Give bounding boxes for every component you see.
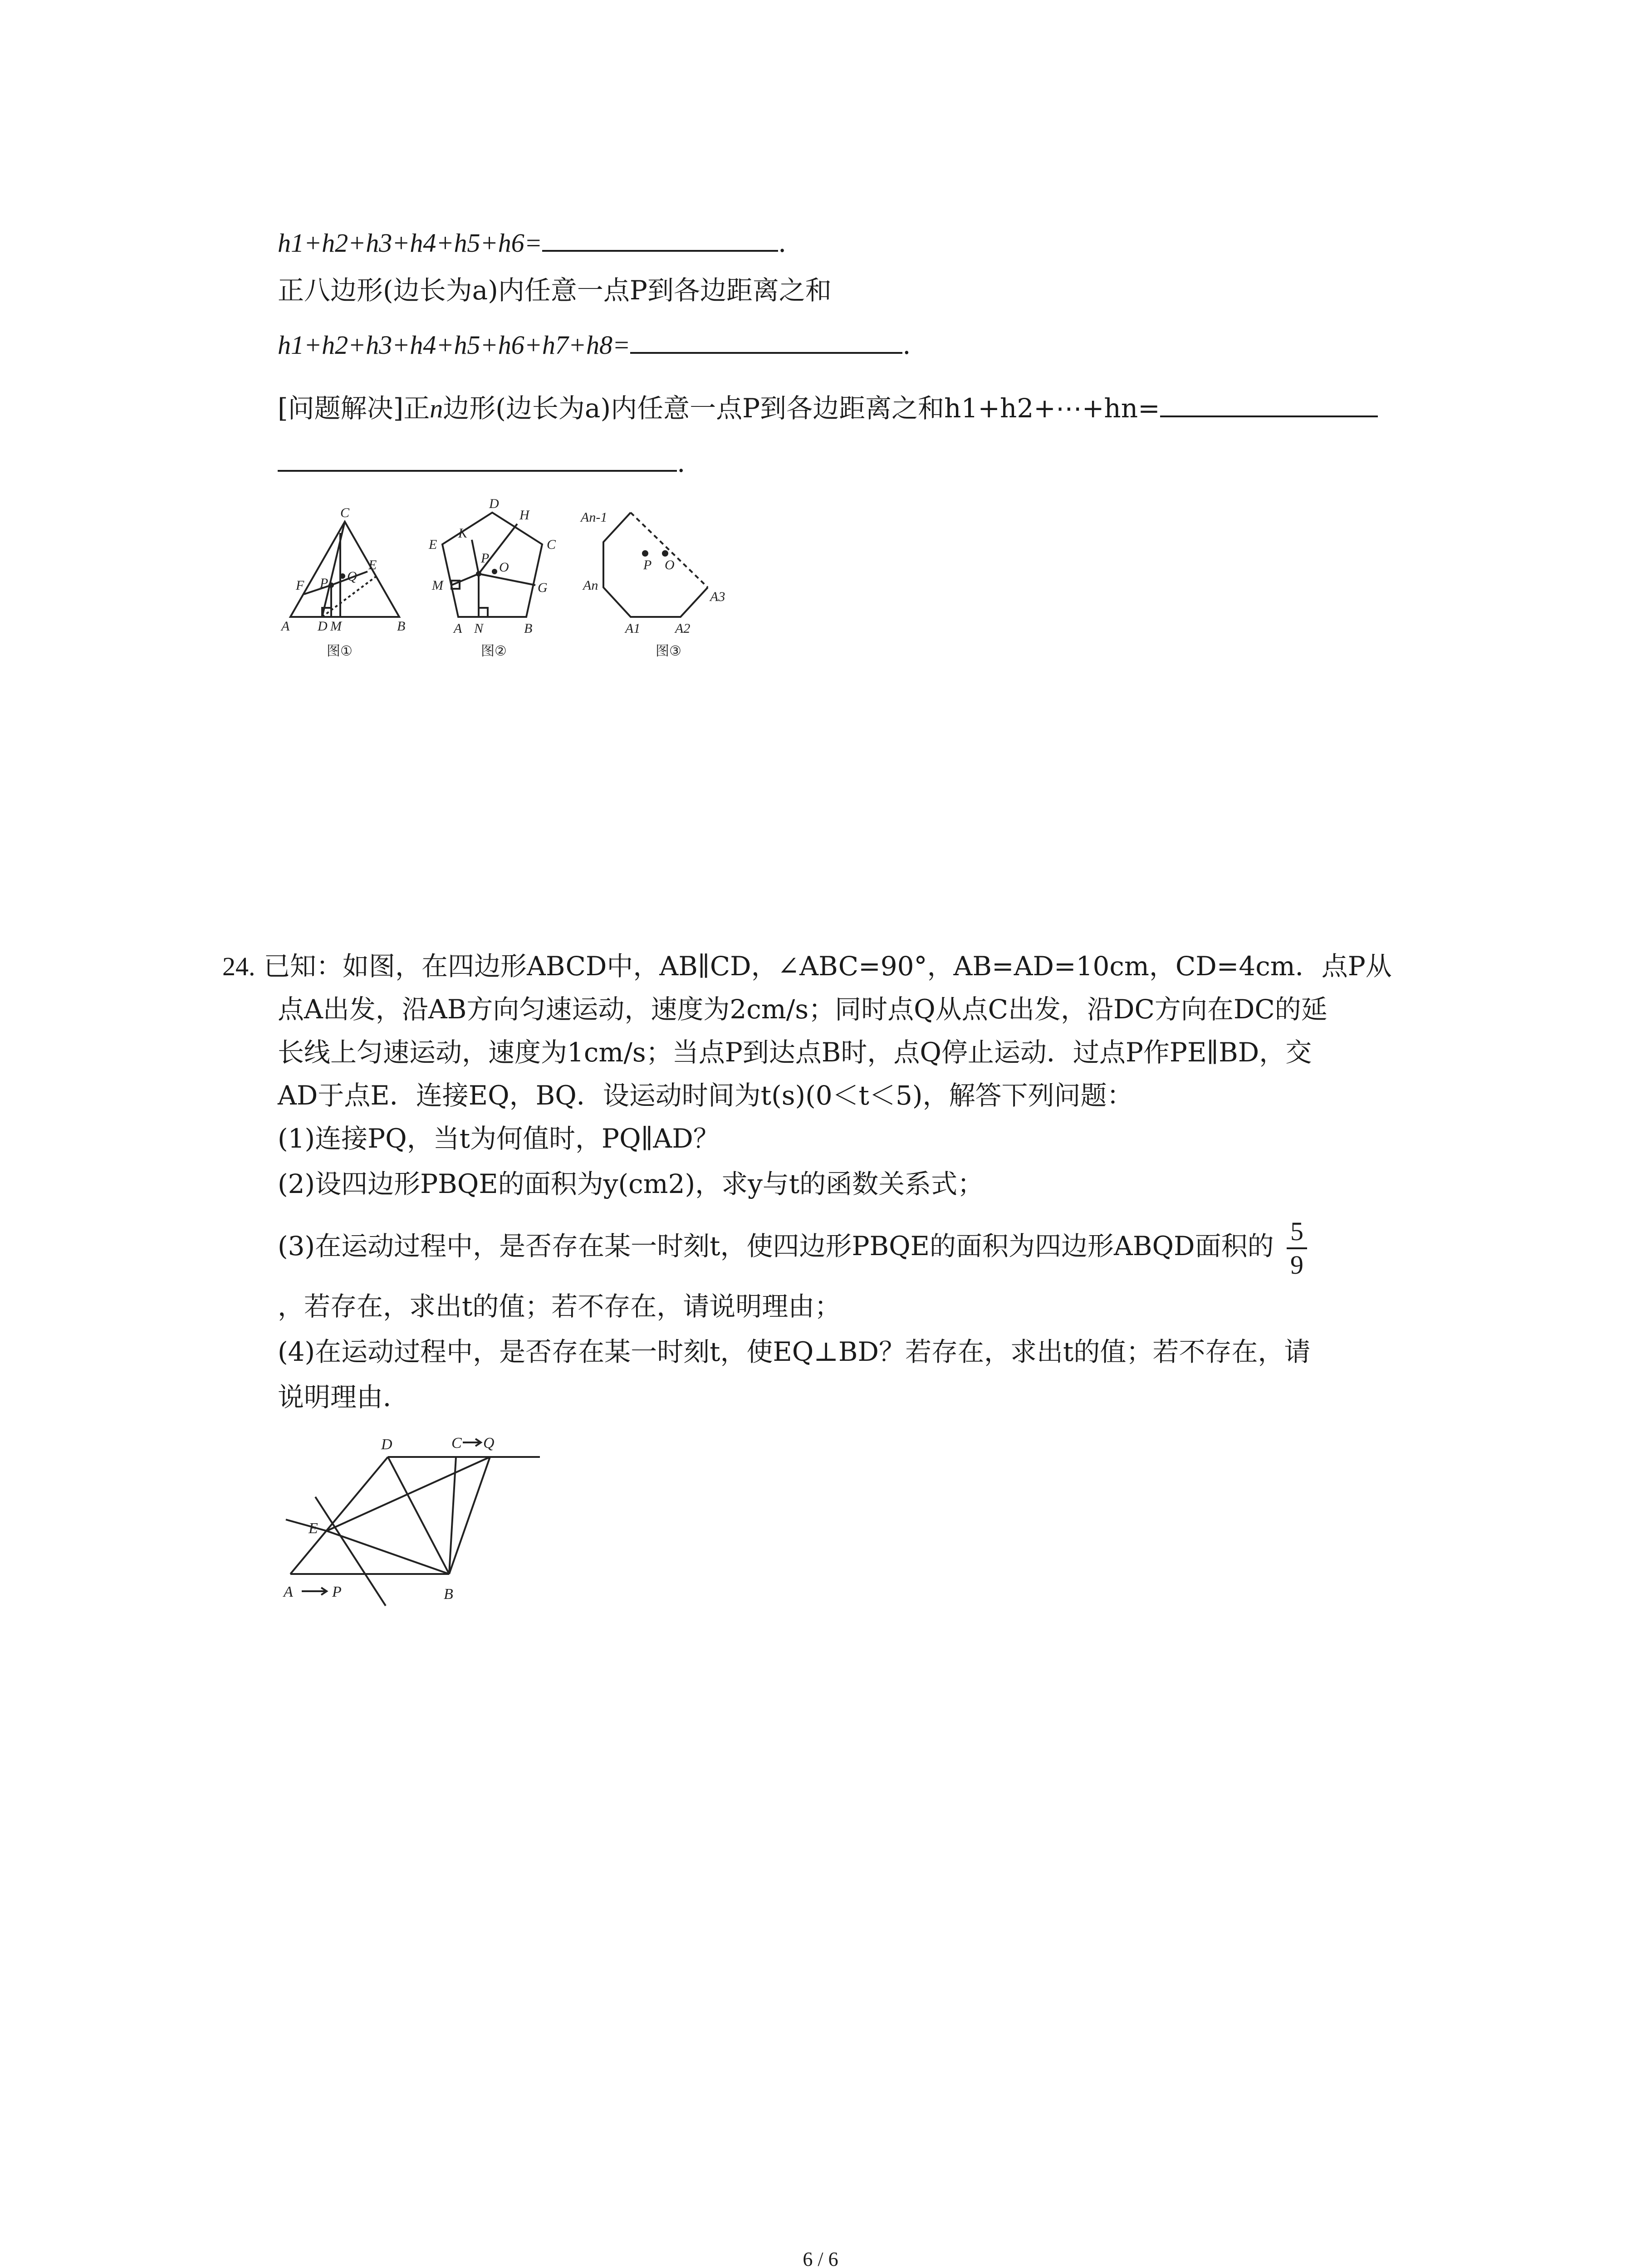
fig2-label-e: E [429,537,437,552]
polygon-figures [272,494,789,676]
fraction-numerator: 5 [1287,1216,1307,1249]
fig3-label-an-1: An-1 [581,510,607,525]
fig4-label-c: C [451,1435,462,1452]
figure-3-caption: 图③ [656,643,681,659]
fig1-label-e: E [368,557,377,572]
fig4-label-a: A [284,1584,293,1600]
fig1-label-b: B [397,619,406,634]
fig2-label-b: B [524,621,533,636]
answer-blank-octagon[interactable] [630,328,902,354]
question-3 [278,1216,1307,1281]
fig2-label-c: C [547,537,556,552]
fig4-label-e: E [309,1520,318,1537]
fraction-denominator: 9 [1290,1250,1304,1280]
fig1-label-m: M [330,619,342,634]
fig2-label-h: H [519,508,529,523]
fig2-label-d: D [489,496,499,511]
fig3-label-a3: A3 [710,589,725,604]
trapezoid-figure [272,1424,554,1615]
fig1-label-f: F [296,578,304,593]
problem-24-line-1 [222,948,1392,985]
fig2-label-m: M [432,578,443,593]
fraction-five-ninths [1287,1216,1307,1281]
figure-3-ngon [603,513,708,617]
fig4-label-b: B [444,1586,453,1603]
fig1-label-c: C [340,505,350,520]
fig3-label-an: An [583,578,598,593]
conclusion-prefix: [问题解决]正 [278,393,430,424]
problem-number: 24. [222,952,255,981]
fig2-label-k: K [458,526,468,541]
answer-blank-polygon-1[interactable] [1160,392,1378,417]
hexagon-sum-label: h1+h2+h3+h4+h5+h6= [278,228,542,258]
problem-24-line-3: 长线上匀速运动，速度为1cm/s；当点P到达点B时，点Q停止运动．过点P作PE∥BD，交 [278,1037,1312,1068]
problem-24-line-4: AD于点E．连接EQ，BQ．设运动时间为t(s)(0＜t＜5)，解答下列问题： [278,1080,1133,1111]
figure-2-caption: 图② [481,643,507,659]
answer-blank-hexagon[interactable] [542,226,778,252]
fig2-label-n: N [474,621,484,636]
fig1-label-p: P [320,576,328,591]
fig3-label-a1: A1 [625,621,641,636]
figure-1-caption: 图① [327,643,353,659]
question-1: (1)连接PQ，当t为何值时，PQ∥AD？ [278,1123,720,1154]
hexagon-sum-line: h1+h2+h3+h4+h5+h6= . [278,227,787,258]
fig2-label-o: O [499,560,509,575]
question-3-cont: ，若存在，求出t的值；若不存在，请说明理由； [278,1291,841,1322]
fig1-label-d: D [318,619,328,634]
page-number: 6 / 6 [803,2248,838,2268]
fig3-label-a2: A2 [675,621,691,636]
figure-1-triangle [290,522,399,617]
answer-blank-polygon-2[interactable] [278,446,677,472]
problem-24-text-1: 已知：如图，在四边形ABCD中，AB∥CD，∠ABC=90°，AB=AD=10cm，CD=4cm．点P从 [263,951,1392,982]
octagon-intro-line: 正八边形(边长为a)内任意一点P到各边距离之和 [278,275,832,306]
fig4-label-p: P [332,1584,342,1600]
fig3-label-o: O [665,557,675,572]
fig3-label-p: P [643,557,652,572]
conclusion-text: 边形(边长为a)内任意一点P到各边距离之和h1+h2+⋯+hn= [443,393,1160,424]
fig4-label-d: D [381,1436,392,1453]
question-3-text: (3)在运动过程中，是否存在某一时刻t，使四边形PBQE的面积为四边形ABQD面积的 [278,1231,1274,1262]
figure-2-pentagon [442,513,542,617]
question-4: (4)在运动过程中，是否存在某一时刻t，使EQ⊥BD？若存在，求出t的值；若不存在，请 [278,1336,1311,1367]
fig2-label-a: A [454,621,462,636]
fig1-label-q: Q [347,569,357,584]
octagon-sum-label: h1+h2+h3+h4+h5+h6+h7+h8= [278,330,631,360]
octagon-sum-line: h1+h2+h3+h4+h5+h6+h7+h8= . [278,329,911,360]
problem-24-line-2: 点A出发，沿AB方向匀速运动，速度为2cm/s；同时点Q从点C出发，沿DC方向在DC的延 [278,994,1327,1025]
fig1-label-a: A [281,619,290,634]
fig2-label-p: P [481,551,490,566]
question-4-cont: 说明理由． [278,1382,410,1413]
fig4-label-q: Q [483,1435,495,1452]
question-2: (2)设四边形PBQE的面积为y(cm2)，求y与t的函数关系式； [278,1168,984,1199]
conclusion-line: [问题解决]正n边形(边长为a)内任意一点P到各边距离之和h1+h2+⋯+hn= [278,390,1378,427]
fig2-label-g: G [538,580,548,595]
conclusion-blank-line: . [278,445,685,481]
